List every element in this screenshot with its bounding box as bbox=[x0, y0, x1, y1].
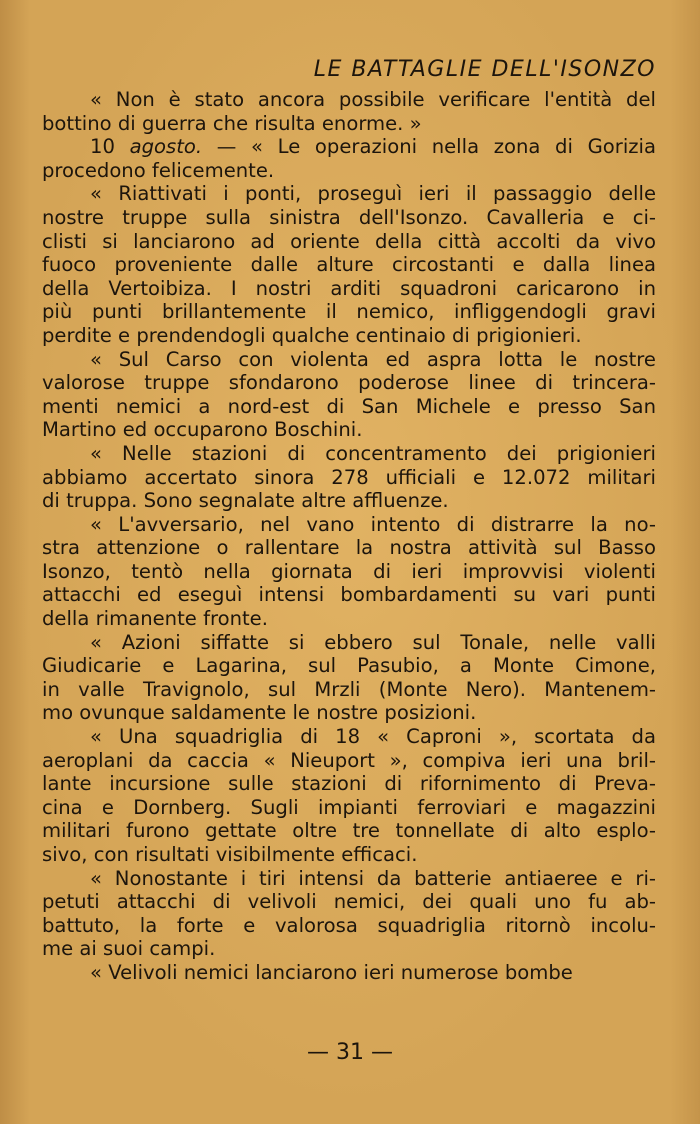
date-label: agosto. bbox=[129, 135, 203, 159]
page-number: — 31 — bbox=[307, 1040, 393, 1065]
text-line: abbiamo accertato sinora 278 ufficiali e 12.072 militari bbox=[42, 465, 656, 489]
text-line: militari furono gettate oltre tre tonnellate di alto esplo- bbox=[42, 819, 656, 843]
text-line: « Azioni siffatte si ebbero sul Tonale, nelle valli bbox=[90, 630, 656, 654]
text-line: della rimanente fronte. bbox=[42, 607, 268, 631]
text-line: « Non è stato ancora possibile verificare l'entità del bbox=[90, 88, 656, 111]
paragraph bbox=[42, 961, 656, 985]
date-number: 10 bbox=[90, 135, 115, 159]
text-line: in valle Travignolo, sul Mrzli (Monte Nero). Mantenem- bbox=[42, 677, 656, 701]
text-line: cina e Dornberg. Sugli impianti ferroviari e magazzini bbox=[42, 795, 656, 819]
text-line: aeroplani da caccia « Nieuport », compiva ieri una bril- bbox=[42, 748, 656, 772]
text-line: sivo, con risultati visibilmente efficaci. bbox=[42, 843, 418, 866]
text-line: di truppa. Sono segnalate altre affluenze. bbox=[42, 489, 449, 513]
text-line: petuti attacchi di velivoli nemici, dei quali uno fu ab- bbox=[42, 890, 656, 914]
paragraph bbox=[42, 725, 656, 867]
text-line: Isonzo, tentò nella giornata di ieri improvvisi violenti bbox=[42, 559, 656, 583]
paragraph bbox=[42, 867, 656, 961]
paragraph bbox=[42, 135, 656, 182]
text-line: procedono felicemente. bbox=[42, 158, 275, 182]
line-text: — « Le operazioni nella zona di Gorizia bbox=[202, 135, 656, 159]
text-line: Martino ed occuparono Boschini. bbox=[42, 418, 363, 442]
text-line: « Nonostante i tiri intensi da batterie antiaeree e ri- bbox=[90, 866, 656, 890]
text-line: Giudicarie e Lagarina, sul Pasubio, a Monte Cimone, bbox=[42, 654, 656, 678]
page bbox=[42, 52, 656, 985]
running-title: LE BATTAGLIE DELL'ISONZO bbox=[313, 57, 656, 82]
text-line: « Sul Carso con violenta ed aspra lotta le nostre bbox=[90, 347, 656, 371]
text-line: fuoco proveniente dalle alture circostanti e dalla linea bbox=[42, 253, 656, 277]
text-line: « Nelle stazioni di concentramento dei prigionieri bbox=[90, 441, 656, 465]
text-line: bottino di guerra che risulta enorme. » bbox=[42, 111, 422, 135]
text-line: della Vertoibiza. I nostri arditi squadroni caricarono in bbox=[42, 276, 656, 300]
paragraph bbox=[42, 88, 656, 135]
text-line: « L'avversario, nel vano intento di distrarre la no- bbox=[90, 512, 656, 536]
text-line: « Velivoli nemici lanciarono ieri numerose bombe bbox=[90, 960, 573, 984]
text-line: me ai suoi campi. bbox=[42, 937, 216, 961]
text-line: attacchi ed eseguì intensi bombardamenti su vari punti bbox=[42, 583, 656, 607]
paragraph bbox=[42, 442, 656, 513]
text-line: « Una squadriglia di 18 « Caproni », scortata da bbox=[90, 725, 656, 749]
paragraph bbox=[42, 348, 656, 442]
text-line: battuto, la forte e valorosa squadriglia ritornò incolu- bbox=[42, 913, 656, 937]
text-line: « Riattivati i ponti, proseguì ieri il passaggio delle bbox=[90, 182, 656, 206]
paragraph bbox=[42, 513, 656, 631]
text-line: menti nemici a nord-est di San Michele e presso San bbox=[42, 394, 656, 418]
text-line: lante incursione sulle stazioni di rifornimento di Preva- bbox=[42, 772, 656, 796]
paragraph bbox=[42, 631, 656, 725]
text-body bbox=[42, 88, 656, 985]
text-line: stra attenzione o rallentare la nostra attività sul Basso bbox=[42, 536, 656, 560]
text-line: nostre truppe sulla sinistra dell'Isonzo. Cavalleria e ci- bbox=[42, 205, 656, 229]
text-line: perdite e prendendogli qualche centinaio di prigionieri. bbox=[42, 323, 582, 347]
text-line: mo ovunque saldamente le nostre posizioni. bbox=[42, 701, 477, 725]
text-line: più punti brillantemente il nemico, infliggendogli gravi bbox=[42, 300, 656, 324]
text-line bbox=[42, 135, 656, 159]
text-line: valorose truppe sfondarono poderose linee di trincera- bbox=[42, 371, 656, 395]
paragraph bbox=[42, 182, 656, 347]
text-line: clisti si lanciarono ad oriente della città accolti da vivo bbox=[42, 229, 656, 253]
